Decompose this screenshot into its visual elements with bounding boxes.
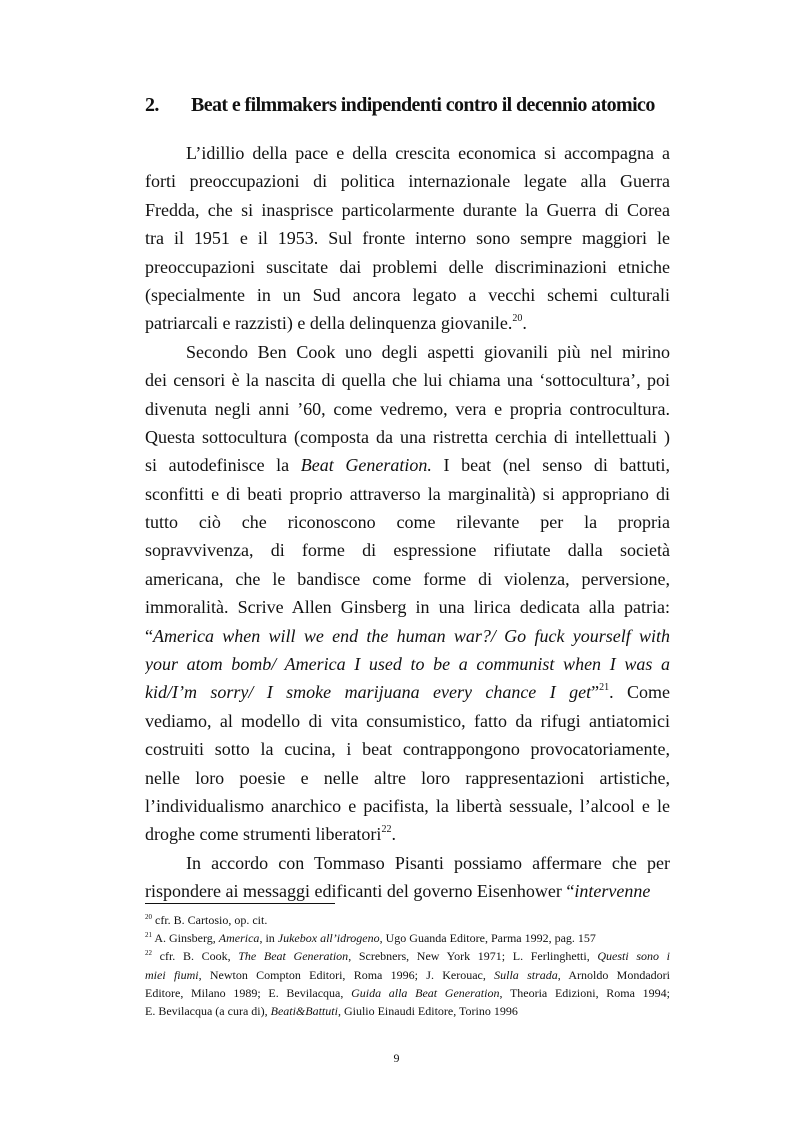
text-line: immoralità. Scrive Allen Ginsberg in una lirica dedicata alla patria: [145,597,670,618]
paragraph [145,849,670,906]
section-number: 2. [145,94,159,116]
paragraph [145,338,670,849]
italic-text: The Beat Generation [238,949,349,964]
text-line: sopravvivenza, di forme di espressione rifiutate dalla società [145,540,670,561]
footnote [145,947,670,1020]
italic-text: America [218,931,260,946]
text-line: rispondere ai messaggi edificanti del governo Eisenhower “intervenne [145,881,651,902]
text-line: sconfitti e di beati proprio attraverso la marginalità) si appropriano di [145,483,670,504]
paragraph [145,139,670,338]
text-line: Fredda, che si inasprisce particolarmente durante la Guerra di Corea [145,199,670,220]
italic-text: intervenne [574,881,651,902]
italic-text: Questi sono i [597,949,670,964]
text-line: Secondo Ben Cook uno degli aspetti giovanili più nel mirino [186,341,670,362]
text-line: si autodefinisce la Beat Generation. I beat (nel senso di battuti, [145,455,670,476]
text-line: dei censori è la nascita di quella che lui chiama una ‘sottocultura’, poi [145,370,670,391]
text-line: tutto ciò che riconoscono come rilevante per la propria [145,512,670,533]
body-text [145,139,670,906]
text-line: forti preoccupazioni di politica internazionale legate alla Guerra [145,171,670,192]
italic-text: America when will we end the human war?/ Go fuck yourself with [153,625,670,646]
section-heading [145,94,675,117]
text-line: tra il 1951 e il 1953. Sul fronte interno sono sempre maggiori le [145,228,670,249]
footnote-number: 21 [145,931,152,940]
text-line: vediamo, al modello di vita consumistico, fatto da rifugi antiatomici [145,710,670,731]
text-line: Questa sottocultura (composta da una ristretta cerchia di intellettuali ) [145,426,670,447]
text-line: costruiti sotto la cucina, i beat contrappongono provocatoriamente, [145,739,670,760]
footnote-line: E. Bevilacqua (a cura di), Beati&Battuti, Giulio Einaudi Editore, Torino 1996 [145,1003,518,1018]
section-title: Beat e filmmakers indipendenti contro il decennio atomico [191,94,655,116]
footnote-ref: 20 [512,313,523,325]
footnote-line: $^{21}$ A. Ginsberg, America, in Jukebox all’idrogeno, Ugo Guanda Editore, Parma 1992, pag. 157 [145,931,596,946]
footnote [145,929,670,947]
footnotes [145,911,670,1020]
text-line: americana, che le bandisce come forme di violenza, perversione, [145,568,670,589]
text-line: kid/I’m sorry/ I smoke marijuana every chance I get”$^{21}$. Come [145,682,670,703]
footnote-line: $^{20}$ cfr. B. Cartosio, op. cit. [145,913,268,927]
footnote [145,911,670,929]
italic-text: Guida alla Beat Generation [351,985,500,1000]
footnote-number: 20 [145,913,152,921]
text-line: nelle loro poesie e nelle altre loro rappresentazioni artistiche, [145,767,670,788]
italic-text: Beat Generation. [300,455,432,476]
text-line [145,650,670,678]
text-line: “America when will we end the human war?/ Go fuck yourself with [145,625,670,646]
italic-text: Jukebox all’idrogeno [277,931,380,946]
text-line: (specialmente in un Sud ancora legato a vecchi schemi culturali [145,284,670,305]
text-line: patriarcali e razzisti) e della delinquenza giovanile.$^{20}$. [145,313,527,334]
text-line: L’idillio della pace e della crescita economica si accompagna a [186,143,670,163]
footnote-number: 22 [145,949,152,958]
text-line: l’individualismo anarchico e pacifista, la libertà sessuale, l’alcool e le [145,795,670,816]
italic-text: Beati&Battuti [270,1003,338,1018]
text-line: droghe come strumenti liberatori$^{22}$. [145,824,396,845]
text-line: In accordo con Tommaso Pisanti possiamo affermare che per [186,852,670,873]
footnote-line: $^{22}$ cfr. B. Cook, The Beat Generation, Screbners, New York 1971; L. Ferlinghetti, Questi sono i [145,949,670,964]
footnote-line: Editore, Milano 1989; E. Bevilacqua, Guida alla Beat Generation, Theoria Edizioni, Roma 1994; [145,985,670,1000]
footnote-ref: 22 [381,824,392,836]
footnote-ref: 21 [599,682,610,694]
italic-text: Sulla strada [494,967,558,982]
italic-text: your atom bomb/ America I used to be a communist when I was a [145,654,670,675]
italic-text: kid/I’m sorry/ I smoke marijuana every chance I get [145,682,592,703]
page-number: 9 [393,1051,400,1065]
footnote-separator [145,903,335,904]
footnote-line: miei fiumi, Newton Compton Editori, Roma 1996; J. Kerouac, Sulla strada, Arnoldo Mondadori [145,967,670,982]
italic-text: miei fiumi [145,967,199,982]
text-line: preoccupazioni suscitate dai problemi delle discriminazioni etniche [145,256,670,277]
text-line: divenuta negli anni ’60, come vedremo, vera e propria controcultura. [145,398,670,419]
